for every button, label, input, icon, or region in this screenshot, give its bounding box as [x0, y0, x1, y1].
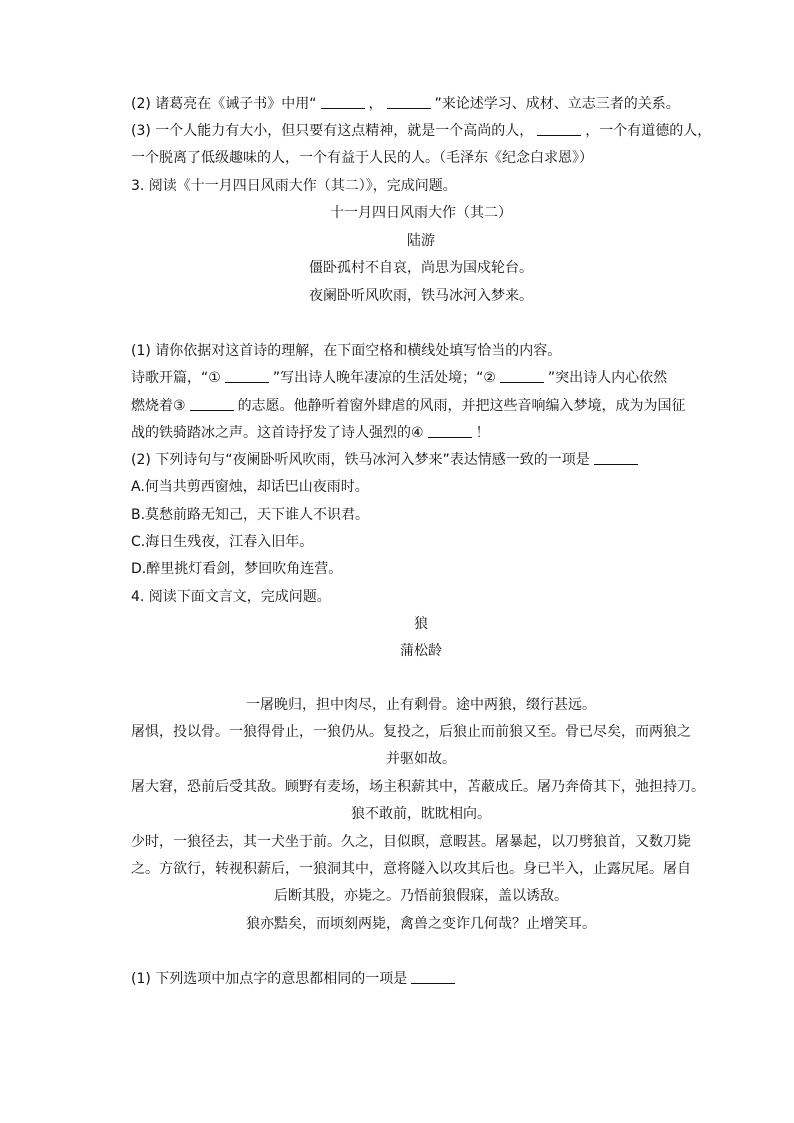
- q3-sub1-line1: [131, 365, 711, 392]
- q2-sub2-mid: ，: [368, 96, 383, 112]
- option-c[interactable]: C.海日生残夜，江春入旧年。: [131, 534, 314, 550]
- q2-sub3-pre: (3) 一个人能力有大小，但只要有这点精神，就是一个高尚的人，: [131, 123, 534, 139]
- answer-blank[interactable]: [594, 449, 638, 465]
- poem-line: 僵卧孤村不自哀，尚思为国戍轮台。: [309, 260, 533, 276]
- text-segment: 诗歌开篇，“①: [131, 370, 221, 386]
- text-segment: ！: [475, 425, 490, 441]
- answer-blank[interactable]: [411, 968, 455, 984]
- passage-paragraph: 并驱如故。: [386, 751, 456, 767]
- q3-sub1-line2: [131, 393, 711, 420]
- poem-line: 夜阑卧听风吹雨，铁马冰河入梦来。: [309, 288, 533, 304]
- q3-sub2-stem: [131, 447, 711, 474]
- passage-paragraph: 屠惧，投以骨。一狼得骨止，一狼仍从。复投之，后狼止而前狼又至。骨已尽矣，而两狼之: [131, 724, 691, 740]
- passage-paragraph: 之。方欲行，转视积薪后，一狼洞其中，意将隧入以攻其后也。身已半入，止露尻尾。屠自: [131, 861, 691, 877]
- answer-blank[interactable]: [225, 367, 269, 383]
- text-segment: (1) 下列选项中加点字的意思都相同的一项是: [131, 971, 408, 987]
- text-segment: ”写出诗人晚年凄凉的生活处境；“②: [272, 370, 496, 386]
- q4-sub1-stem: [131, 966, 711, 993]
- answer-blank[interactable]: [500, 367, 544, 383]
- answer-blank[interactable]: [387, 93, 431, 109]
- text-segment: 的志愿。他静听着窗外肆虐的风雨，并把这些音响编入梦境，成为为国征: [237, 398, 686, 414]
- passage-paragraph: 后断其股，亦毙之。乃悟前狼假寐，盖以诱敌。: [274, 888, 568, 904]
- poem-title: 十一月四日风雨大作（其二）: [330, 205, 512, 221]
- passage-paragraph: 狼亦黠矣，而顷刻两毙，禽兽之变诈几何哉？止增笑耳。: [246, 916, 596, 932]
- text-segment: (2) 下列诗句与“夜阑卧听风吹雨，铁马冰河入梦来”表达情感一致的一项是: [131, 452, 590, 468]
- answer-blank[interactable]: [428, 422, 472, 438]
- option-b[interactable]: B.莫愁前路无知己，天下谁人不识君。: [131, 507, 370, 523]
- answer-blank[interactable]: [537, 120, 581, 136]
- answer-blank[interactable]: [190, 395, 234, 411]
- q2-sub3-line2: 一个脱离了低级趣味的人，一个有益于人民的人。（毛泽东《纪念白求恩》）: [131, 150, 593, 166]
- passage-author: 蒲松龄: [400, 643, 442, 659]
- passage-paragraph: 屠大窘，恐前后受其敌。顾野有麦场，场主积薪其中，苫蔽成丘。屠乃奔倚其下，弛担持刀。: [131, 779, 705, 795]
- text-segment: 战的铁骑踏冰之声。这首诗抒发了诗人强烈的④: [131, 425, 424, 441]
- q2-sub3-line1: [131, 118, 711, 145]
- passage-paragraph: 少时，一狼径去，其一犬坐于前。久之，目似瞑，意暇甚。屠暴起，以刀劈狼首，又数刀毙: [131, 834, 691, 850]
- text-segment: ”突出诗人内心依然: [547, 370, 668, 386]
- q2-sub3-post: ，一个有道德的人，: [585, 123, 711, 139]
- passage-title: 狼: [414, 616, 428, 632]
- q2-sub2-pre: (2) 诸葛亮在《诫子书》中用“: [131, 96, 317, 112]
- q4-header: 4. 阅读下面文言文，完成问题。: [131, 589, 331, 605]
- answer-blank[interactable]: [321, 93, 365, 109]
- text-segment: 燃烧着③: [131, 398, 186, 414]
- q3-sub1-line3: [131, 420, 711, 447]
- poem-author: 陆游: [407, 233, 435, 249]
- q3-header: 3. 阅读《十一月四日风雨大作（其二）》，完成问题。: [131, 178, 457, 194]
- option-d[interactable]: D.醉里挑灯看剑，梦回吹角连营。: [131, 561, 343, 577]
- q2-sub2-line: [131, 91, 711, 118]
- q3-sub1-intro: (1) 请你依据对这首诗的理解，在下面空格和横线处填写恰当的内容。: [131, 343, 562, 359]
- passage-paragraph: 一屠晚归，担中肉尽，止有剩骨。途中两狼，缀行甚远。: [246, 697, 596, 713]
- option-a[interactable]: A.何当共剪西窗烛，却话巴山夜雨时。: [131, 479, 369, 495]
- q2-sub2-post: ”来论述学习、成材、立志三者的关系。: [434, 96, 680, 112]
- passage-paragraph: 狼不敢前，眈眈相向。: [351, 806, 491, 822]
